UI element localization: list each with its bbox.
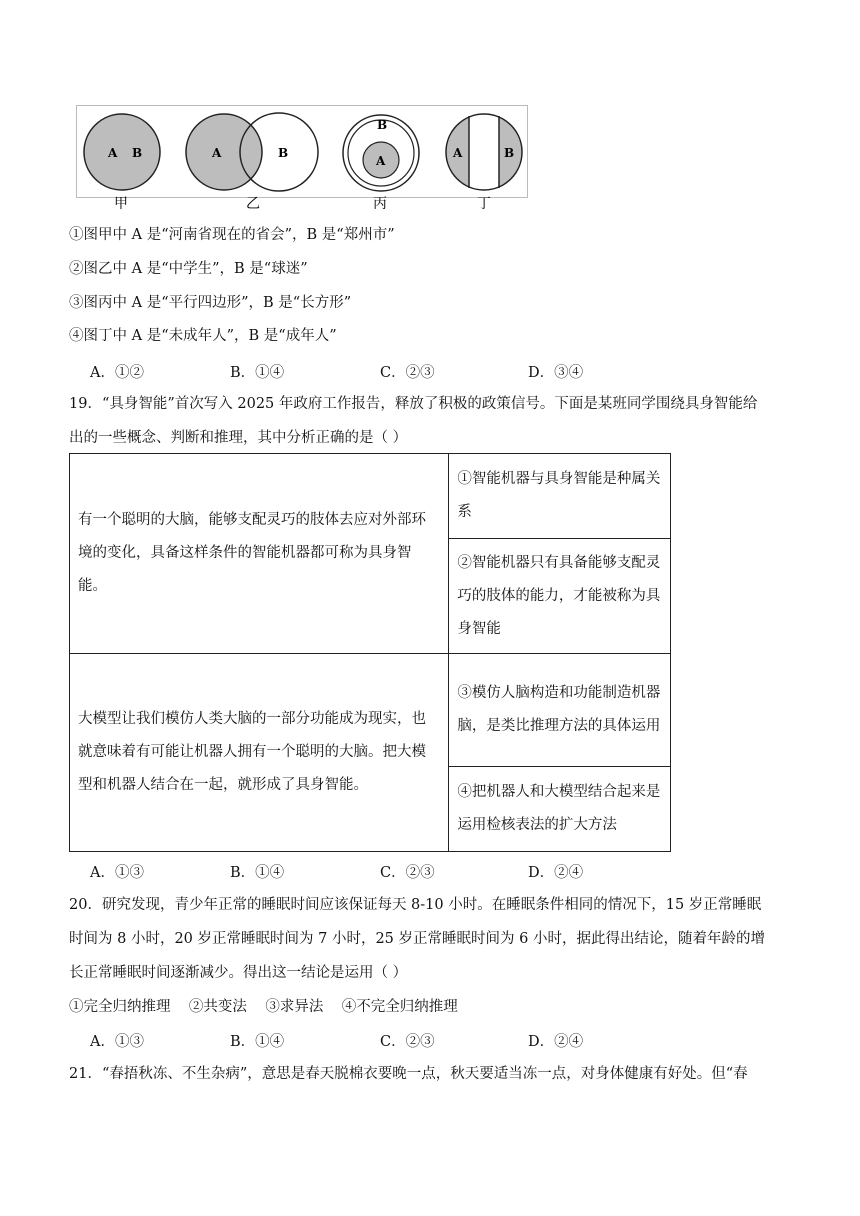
q19-option-c: C．②③ — [380, 865, 435, 881]
q19-row1-right-b: ②智能机器只有具备能够支配灵巧的肢体的能力，才能被称为具身智能 — [449, 539, 671, 654]
diagram-bing-label-b: B — [377, 118, 388, 132]
diagram-jia-caption: 甲 — [114, 196, 128, 211]
q19-row2-left: 大模型让我们模仿人类大脑的一部分功能成为现实，也就意味着有可能让机器人拥有一个聪明的大脑。把大模型和机器人结合在一起，就形成了具身智能。 — [70, 654, 449, 852]
q19-row1-left: 有一个聪明的大脑，能够支配灵巧的肢体去应对外部环境的变化，具备这样条件的智能机器都可称为具身智能。 — [70, 454, 449, 654]
q18-option-d: D．③④ — [528, 365, 584, 381]
diagram-jia-label-b: B — [132, 146, 143, 160]
venn-diagram-figure — [76, 105, 528, 211]
diagram-ding-caption: 丁 — [477, 196, 491, 211]
q21-stem-line-1: 21．“春捂秋冻、不生杂病”，意思是春天脱棉衣要晚一点，秋天要适当冻一点，对身体健康有好处。但“春 — [69, 1066, 748, 1082]
q18-item-4: ④图丁中 A 是“未成年人”，B 是“成年人” — [69, 328, 337, 344]
q19-row2-right-a: ③模仿人脑构造和功能制造机器脑，是类比推理方法的具体运用 — [449, 654, 671, 767]
q20-option-b: B．①④ — [230, 1034, 285, 1050]
q18-item-3: ③图丙中 A 是“平行四边形”，B 是“长方形” — [69, 295, 352, 311]
diagram-bing-caption: 丙 — [373, 196, 387, 211]
venn-diagrams — [76, 105, 528, 211]
q19-row1-right-a: ①智能机器与具身智能是种属关系 — [449, 454, 671, 539]
q19-option-b: B．①④ — [230, 865, 285, 881]
diagram-yi-label-a: A — [212, 146, 222, 160]
q20-stem-line-2: 时间为 8 小时，20 岁正常睡眠时间为 7 小时，25 岁正常睡眠时间为 6 小时，据此得出结论，随着年龄的增 — [69, 931, 765, 947]
q18-item-1: ①图甲中 A 是“河南省现在的省会”，B 是“郑州市” — [69, 227, 395, 243]
diagram-jia-circle — [84, 114, 160, 190]
q20-option-c: C．②③ — [380, 1034, 435, 1050]
diagram-ding-label-b: B — [504, 146, 515, 160]
q20-stem-line-1: 20．研究发现，青少年正常的睡眠时间应该保证每天 8-10 小时。在睡眠条件相同的情况下，15 岁正常睡眠 — [69, 897, 762, 913]
diagram-yi-label-b: B — [278, 146, 289, 160]
q19-option-d: D．②④ — [528, 865, 584, 881]
q19-row2-right-b: ④把机器人和大模型结合起来是运用检核表法的扩大方法 — [449, 767, 671, 852]
q19-option-a: A．①③ — [90, 865, 144, 881]
diagram-ding-label-a: A — [453, 146, 463, 160]
q19-stem-line-1: 19．“具身智能”首次写入 2025 年政府工作报告，释放了积极的政策信号。下面是某班同学围绕具身智能给 — [69, 396, 758, 412]
q18-item-2: ②图乙中 A 是“中学生”，B 是“球迷” — [69, 261, 308, 277]
q19-stem-line-2: 出的一些概念、判断和推理，其中分析正确的是（ ） — [69, 430, 408, 446]
diagram-yi-caption: 乙 — [246, 196, 260, 211]
q19-table — [69, 453, 671, 852]
q18-option-c: C．②③ — [380, 365, 435, 381]
q20-option-a: A．①③ — [90, 1034, 144, 1050]
q18-option-a: A．①② — [90, 365, 144, 381]
q20-option-d: D．②④ — [528, 1034, 584, 1050]
q20-choices: ①完全归纳推理 ②共变法 ③求异法 ④不完全归纳推理 — [69, 999, 458, 1015]
diagram-bing-label-a: A — [376, 154, 386, 168]
diagram-jia-label-a: A — [108, 146, 118, 160]
q20-stem-line-3: 长正常睡眠时间逐渐减少。得出这一结论是运用（ ） — [69, 965, 408, 981]
q18-option-b: B．①④ — [230, 365, 285, 381]
